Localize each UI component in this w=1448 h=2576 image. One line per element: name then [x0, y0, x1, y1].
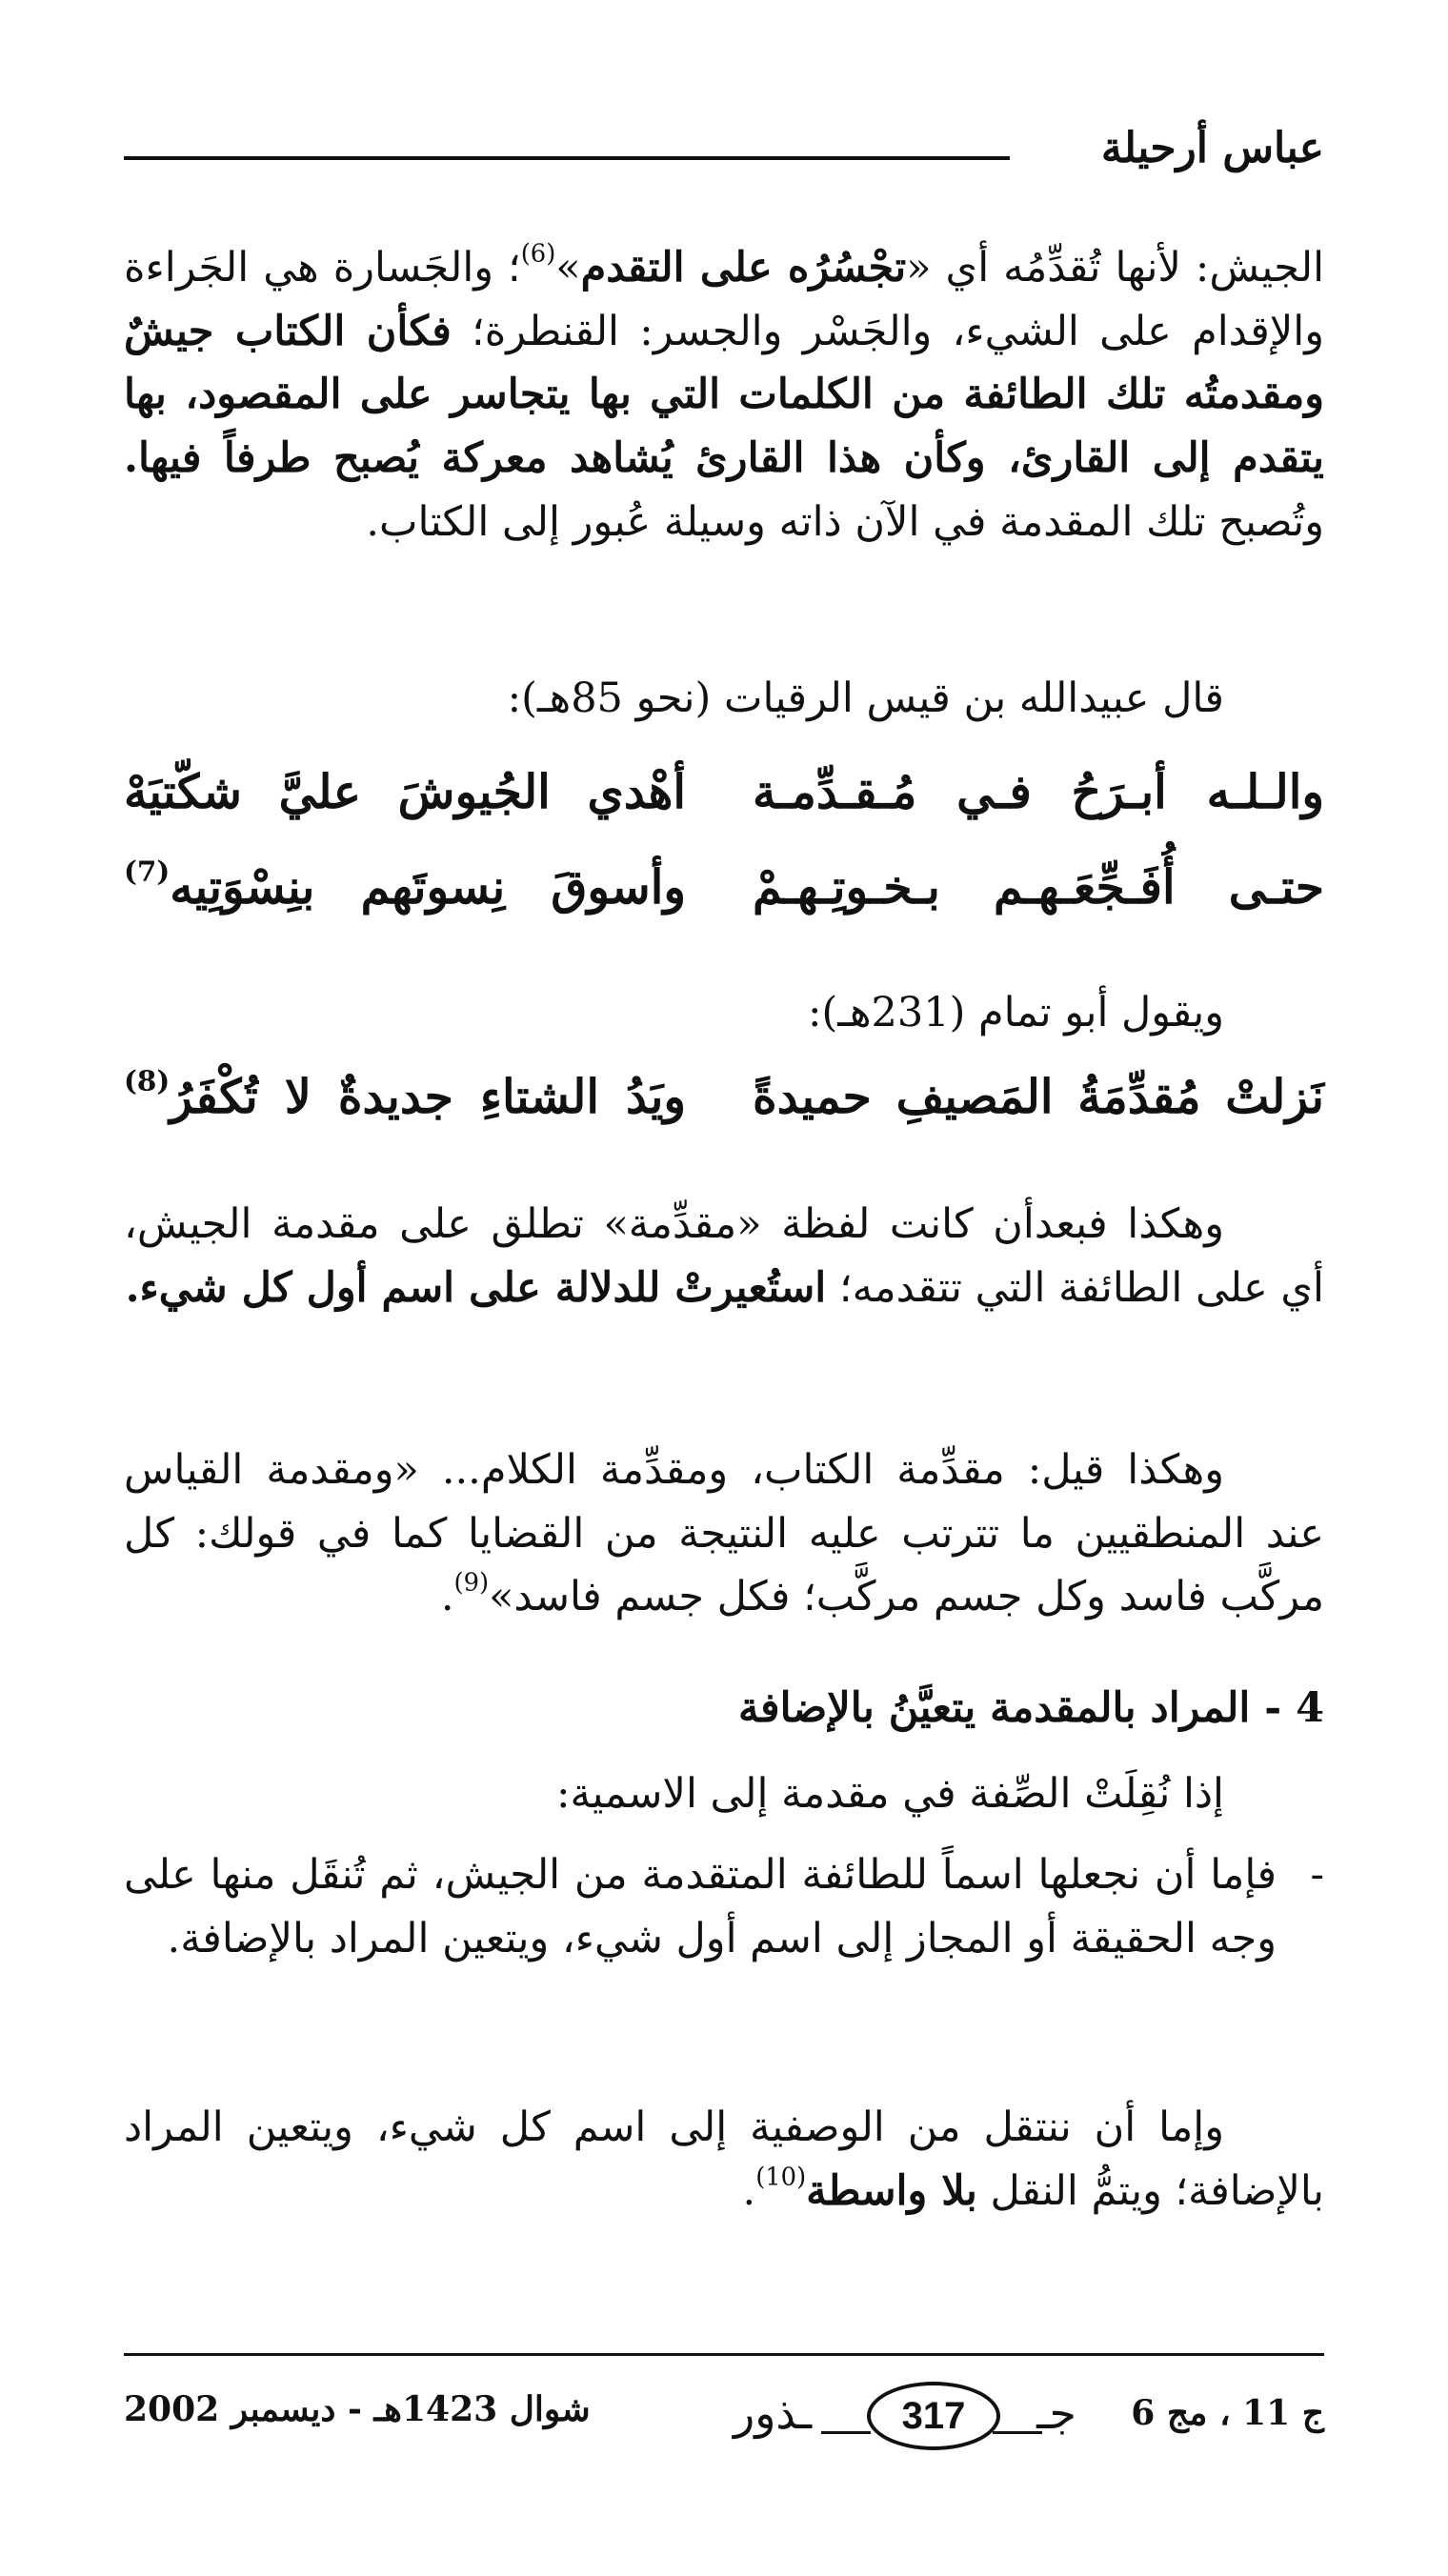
verse-2-line	[124, 1063, 1324, 1143]
p2-bold: استُعيرتْ للدلالة على اسم أول كل شيء.	[125, 1263, 827, 1312]
verse-1-line-2	[124, 854, 1324, 934]
journal-name-left: ـذور	[734, 2387, 813, 2439]
footer-date: شوال 1423هـ - ديسمبر 2002	[124, 2389, 591, 2429]
footnote-ref-9: (9)	[453, 1568, 490, 1598]
page-footer	[124, 2372, 1324, 2458]
verse-1-line-1	[124, 762, 1324, 838]
footer-issue: ج 11 ، مج 6	[1131, 2393, 1324, 2433]
dash-mark: -	[1310, 1851, 1324, 1899]
dash-list-item	[124, 1843, 1324, 1970]
footnote-ref-6: (6)	[520, 239, 556, 269]
paragraph-4: إذا نُقِلَتْ الصِّفة في مقدمة إلى الاسمية:	[556, 1770, 1224, 1818]
running-header	[124, 112, 1324, 189]
verse-2-first-hemistich: نَزلتْ مُقدِّمَةُ المَصيفِ حميدةً	[753, 1069, 1324, 1124]
verse-1-line-1-first-hemistich: والـلـه أبـرَحُ فـي مُـقـدِّمـة	[753, 764, 1324, 819]
p1-text-c: وتُصبح تلك المقدمة في الآن ذاته وسيلة عُبور إلى الكتاب.	[366, 497, 1324, 546]
p5-bold: بلا واسطة	[806, 2166, 977, 2215]
p1-text-a: الجيش: لأنها تُقدِّمُه أي	[931, 244, 1325, 292]
journal-line-left	[821, 2431, 871, 2434]
verse-2-text: ويَدُ الشتاءِ جديدةٌ لا تُكْفَرُ	[170, 1069, 686, 1124]
paragraph-1	[124, 236, 1324, 553]
p3-end: .	[440, 1573, 454, 1621]
verse-1-line-2-first-hemistich: حتـى أُفَـجِّعَـهـم بـخـوتِـهـمْ	[753, 859, 1324, 915]
paragraph-3	[124, 1439, 1324, 1629]
footnote-ref-7: (7)	[124, 854, 171, 888]
p1-text-b: ؛ والجَسارة هي الجَراءة والإقدام على الشيء، والجَسْر والجسر: القنطرة؛	[124, 244, 1324, 355]
verse-1-line-2-text: وأسوقَ نِسوتَهم بنِسْوَتِيه	[170, 859, 686, 915]
verse-1-line-1-second-hemistich: أهْدي الجُيوشَ عليَّ شكّتيَهْ	[124, 764, 686, 819]
journal-mark	[734, 2372, 1076, 2458]
footnote-ref-10: (10)	[755, 2163, 807, 2192]
section-4-heading: 4 - المراد بالمقدمة يتعيَّنُ بالإضافة	[738, 1684, 1324, 1732]
dash-item-text: فإما أن نجعلها اسماً للطائفة المتقدمة من الجيش، ثم تُنقَل منها على وجه الحقيقة أو المجاز إلى اسم أول شيء، ويتعين المراد بالإضافة.	[124, 1851, 1277, 1962]
verse-1-line-2-second-hemistich	[124, 854, 686, 918]
footnote-ref-8: (8)	[124, 1063, 171, 1097]
p1-bold-a: تجْسُرُه على التقدم	[580, 244, 907, 292]
p3-text: وهكذا قيل: مقدِّمة الكتاب، ومقدِّمة الكلام... «ومقدمة القياس عند المنطقيين ما تترتب عليه النتيجة من القضايا كما في قولك: كل مركَّب فاسد وكل جسم مركَّب؛ فكل جسم فاسد»	[124, 1446, 1324, 1621]
page-number: 317	[867, 2382, 1000, 2450]
p1-bold-b: فكأن الكتاب جيشٌ ومقدمتُه تلك الطائفة من الكلمات التي بها يتجاسر على المقصود، بها يتقدم إلى القارئ، وكأن هذا القارئ يُشاهد معركة يُصبح طرفاً فيها.	[124, 307, 1324, 482]
p1-quote-close: »	[555, 244, 581, 292]
journal-line-right	[993, 2431, 1042, 2434]
p1-quote-open: «	[906, 244, 932, 292]
verse-2-second-hemistich	[124, 1063, 686, 1128]
p5-end: .	[742, 2166, 756, 2215]
verse-intro-1: قال عبيدالله بن قيس الرقيات (نحو 85هـ):	[507, 674, 1224, 722]
footer-rule	[124, 2353, 1324, 2356]
p2-text-a: وهكذا فبعدأن كانت لفظة «مقدِّمة» تطلق على مقدمة الجيش، أي على الطائفة التي تتقدمه؛	[124, 1200, 1324, 1312]
paragraph-2	[124, 1193, 1324, 1319]
journal-name-right: جـ	[1036, 2387, 1076, 2439]
header-author: عباس أرحيلة	[1100, 124, 1324, 172]
paragraph-5	[124, 2096, 1324, 2223]
verse-intro-2: ويقول أبو تمام (231هـ):	[807, 989, 1224, 1036]
p5-text: وإما أن ننتقل من الوصفية إلى اسم كل شيء، ويتعين المراد بالإضافة؛ ويتمُّ النقل	[124, 2103, 1324, 2215]
header-rule	[124, 156, 1010, 160]
